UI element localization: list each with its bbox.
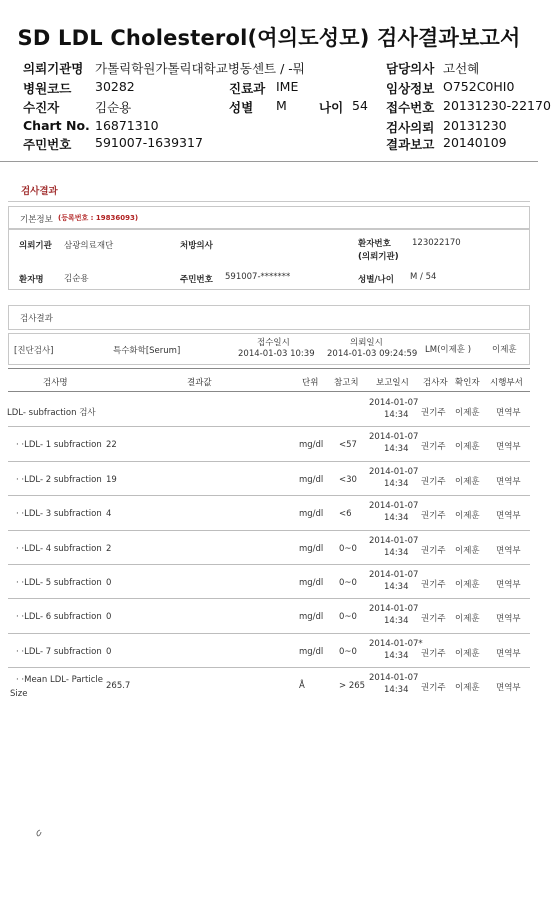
row-test-name: LDL- subfraction 검사 bbox=[7, 408, 96, 418]
row-test-name: · ·LDL- 1 subfraction bbox=[16, 440, 102, 451]
col-test-name: 검사명 bbox=[43, 378, 68, 388]
institution-value: 가톨릭학원가톨릭대학교병동센트 / -뭐 bbox=[95, 61, 305, 76]
req-dt-label: 의뢰일시 bbox=[350, 338, 383, 348]
table-header-rule bbox=[8, 391, 530, 392]
hospital-code-value: 30282 bbox=[95, 79, 135, 94]
result-report-value: 20140109 bbox=[443, 135, 507, 150]
row-report-time: 14:34 bbox=[384, 410, 409, 420]
row-dept: 면역부 bbox=[496, 511, 521, 522]
patient-name-label: 환자명 bbox=[19, 275, 44, 285]
row-unit: Å bbox=[299, 681, 305, 692]
row-result: 4 bbox=[106, 509, 112, 520]
row-tester: 권기주 bbox=[421, 442, 446, 453]
chart-value: 16871310 bbox=[95, 118, 159, 133]
req-inst-value: 삼광의료재단 bbox=[64, 241, 114, 251]
row-confirmer: 이제훈 bbox=[455, 545, 480, 556]
col-tester: 검사자 bbox=[423, 378, 448, 388]
row-reference: <30 bbox=[339, 474, 357, 485]
age-label: 나이 bbox=[319, 100, 344, 115]
row-tester: 권기주 bbox=[421, 580, 446, 590]
row-reference: 0~0 bbox=[339, 543, 357, 554]
row-dept: 면역부 bbox=[496, 476, 521, 487]
row-report-time: 14:34 bbox=[384, 650, 409, 661]
row-confirmer: 이제훈 bbox=[455, 511, 480, 522]
rrn-value: 591007-1639317 bbox=[95, 135, 203, 150]
pen-mark-icon bbox=[35, 829, 43, 837]
table-top-rule bbox=[8, 368, 530, 369]
col-confirmer: 확인자 bbox=[455, 378, 480, 388]
row-report-date: 2014-01-07 bbox=[369, 466, 419, 477]
row-reference: 0~0 bbox=[339, 646, 357, 657]
row-test-name: · ·LDL- 3 subfraction bbox=[16, 509, 102, 520]
row-result: 22 bbox=[106, 440, 117, 451]
receipt-dt-label: 접수일시 bbox=[257, 338, 290, 348]
rrn-label: 주민번호 bbox=[23, 137, 72, 152]
row-result: 2 bbox=[106, 543, 112, 554]
row-unit: mg/dl bbox=[299, 509, 324, 520]
receipt-no-label: 접수번호 bbox=[386, 100, 435, 115]
row-report-date: 2014-01-07 bbox=[369, 432, 419, 443]
row-test-name: · ·LDL- 7 subfraction bbox=[16, 646, 102, 657]
doctor-value: 고선혜 bbox=[443, 61, 480, 76]
age-value: 54 bbox=[352, 98, 368, 113]
row-confirmer: 이제훈 bbox=[455, 648, 480, 659]
row-tester: 권기주 bbox=[421, 648, 446, 659]
row-report-time: 14:34 bbox=[384, 513, 409, 524]
basic-info-label: 기본정보 bbox=[20, 215, 53, 225]
result-report-label: 결과보고 bbox=[386, 137, 435, 152]
clinical-info-label: 임상정보 bbox=[386, 81, 435, 96]
req-inst-label: 의뢰기관 bbox=[19, 241, 52, 251]
row-tester: 권기주 bbox=[421, 511, 446, 522]
patient-value: 김순용 bbox=[95, 100, 132, 115]
row-confirmer: 이제훈 bbox=[455, 580, 480, 590]
row-test-name: · ·LDL- 5 subfraction bbox=[16, 578, 102, 588]
row-report-date: 2014-01-07 bbox=[369, 398, 419, 408]
reg-no: (등록번호 : 19836093) bbox=[58, 214, 139, 222]
row-test-name: · ·LDL- 2 subfraction bbox=[16, 474, 102, 485]
dept-value: IME bbox=[276, 79, 299, 94]
row-divider bbox=[8, 530, 530, 531]
lm-value: LM(이제훈 ) bbox=[425, 345, 472, 355]
row-tester: 권기주 bbox=[421, 408, 446, 418]
row-tester: 권기주 bbox=[421, 476, 446, 487]
report-title: SD LDL Cholesterol(여의도성모) 검사결과보고서 bbox=[17, 26, 521, 50]
patient-no-value: 123022170 bbox=[412, 238, 461, 248]
row-dept: 면역부 bbox=[496, 648, 521, 659]
row-reference: > 265 bbox=[339, 681, 366, 692]
row-reference: <6 bbox=[339, 509, 352, 520]
results-header-box bbox=[8, 305, 530, 330]
row-result: 0 bbox=[106, 578, 112, 588]
row-report-time: 14:34 bbox=[384, 582, 409, 592]
row-tester: 권기주 bbox=[421, 545, 446, 556]
row-tester: 권기주 bbox=[421, 614, 446, 625]
prescriber-label: 처방의사 bbox=[180, 241, 213, 251]
row-result: 0 bbox=[106, 612, 112, 623]
row-dept: 면역부 bbox=[496, 614, 521, 625]
row-reference: 0~0 bbox=[339, 578, 357, 588]
row-confirmer: 이제훈 bbox=[455, 408, 480, 418]
row-confirmer: 이제훈 bbox=[455, 683, 480, 694]
section-divider bbox=[8, 201, 530, 202]
row-report-date: 2014-01-07 bbox=[369, 570, 419, 580]
header-divider bbox=[0, 161, 538, 162]
doctor-label: 담당의사 bbox=[386, 61, 435, 76]
row-test-name-cont: Size bbox=[10, 689, 28, 700]
row-unit: mg/dl bbox=[299, 578, 324, 588]
lm-name: 이제훈 bbox=[492, 345, 517, 355]
dept-label: 진료과 bbox=[229, 81, 266, 96]
sex-value: M bbox=[276, 98, 287, 113]
section-title: 검사결과 bbox=[21, 186, 58, 197]
receipt-no-value: 20131230-22170 bbox=[443, 98, 551, 113]
row-dept: 면역부 bbox=[496, 683, 521, 694]
clinical-info-value: O752C0HI0 bbox=[443, 79, 515, 94]
row-report-time: 14:34 bbox=[384, 444, 409, 455]
row-divider bbox=[8, 598, 530, 599]
col-dept: 시행부서 bbox=[490, 378, 523, 388]
rrn-label-inner: 주민번호 bbox=[180, 275, 213, 285]
row-dept: 면역부 bbox=[496, 580, 521, 590]
req-dt-value: 2014-01-03 09:24:59 bbox=[327, 349, 418, 359]
rrn-value-inner: 591007-******* bbox=[225, 272, 291, 282]
col-reference: 참고치 bbox=[334, 378, 359, 388]
row-tester: 권기주 bbox=[421, 683, 446, 694]
row-report-time: 14:34 bbox=[384, 547, 409, 558]
row-test-name: · ·LDL- 6 subfraction bbox=[16, 612, 102, 623]
diag-type: 특수화학[Serum] bbox=[113, 346, 181, 356]
row-report-date: 2014-01-07 bbox=[369, 501, 419, 512]
row-confirmer: 이제훈 bbox=[455, 614, 480, 625]
col-report-dt: 보고일시 bbox=[376, 378, 409, 388]
row-result: 19 bbox=[106, 474, 117, 485]
row-dept: 면역부 bbox=[496, 408, 521, 418]
row-result: 0 bbox=[106, 646, 112, 657]
sex-age-value: M / 54 bbox=[410, 272, 437, 282]
row-report-time: 14:34 bbox=[384, 478, 409, 489]
row-result: 265.7 bbox=[106, 681, 131, 692]
diag-label: [진단검사] bbox=[14, 346, 54, 356]
row-report-date: 2014-01-07* bbox=[369, 638, 423, 649]
row-reference: 0~0 bbox=[339, 612, 357, 623]
chart-label: Chart No. bbox=[23, 118, 90, 133]
patient-name-value: 김순용 bbox=[64, 274, 89, 284]
receipt-dt-value: 2014-01-03 10:39 bbox=[238, 349, 315, 359]
row-confirmer: 이제훈 bbox=[455, 442, 480, 453]
results-label: 검사결과 bbox=[20, 314, 53, 324]
row-confirmer: 이제훈 bbox=[455, 476, 480, 487]
hospital-code-label: 병원코드 bbox=[23, 81, 72, 96]
row-dept: 면역부 bbox=[496, 545, 521, 556]
test-request-value: 20131230 bbox=[443, 118, 507, 133]
row-dept: 면역부 bbox=[496, 442, 521, 453]
row-divider bbox=[8, 426, 530, 427]
patient-no-label: 환자번호 (의뢰기관) bbox=[358, 239, 399, 262]
row-unit: mg/dl bbox=[299, 612, 324, 623]
row-report-time: 14:34 bbox=[384, 685, 409, 696]
test-request-label: 검사의뢰 bbox=[386, 120, 435, 135]
row-report-date: 2014-01-07 bbox=[369, 604, 419, 615]
institution-label: 의뢰기관명 bbox=[23, 61, 84, 76]
row-divider bbox=[8, 495, 530, 496]
row-unit: mg/dl bbox=[299, 646, 324, 657]
row-report-date: 2014-01-07 bbox=[369, 535, 419, 546]
row-reference: <57 bbox=[339, 440, 357, 451]
row-divider bbox=[8, 564, 530, 565]
row-unit: mg/dl bbox=[299, 543, 324, 554]
patient-label: 수진자 bbox=[23, 100, 60, 115]
sex-age-label: 성별/나이 bbox=[358, 275, 394, 285]
row-test-name: · ·Mean LDL- Particle bbox=[16, 675, 104, 686]
row-divider bbox=[8, 461, 530, 462]
row-divider bbox=[8, 667, 530, 668]
col-result: 결과값 bbox=[187, 378, 212, 388]
row-unit: mg/dl bbox=[299, 440, 324, 451]
row-report-date: 2014-01-07 bbox=[369, 673, 419, 684]
row-report-time: 14:34 bbox=[384, 616, 409, 627]
col-unit: 단위 bbox=[302, 378, 319, 388]
row-unit: mg/dl bbox=[299, 474, 324, 485]
sex-label: 성별 bbox=[229, 100, 254, 115]
row-divider bbox=[8, 633, 530, 634]
row-test-name: · ·LDL- 4 subfraction bbox=[16, 543, 102, 554]
